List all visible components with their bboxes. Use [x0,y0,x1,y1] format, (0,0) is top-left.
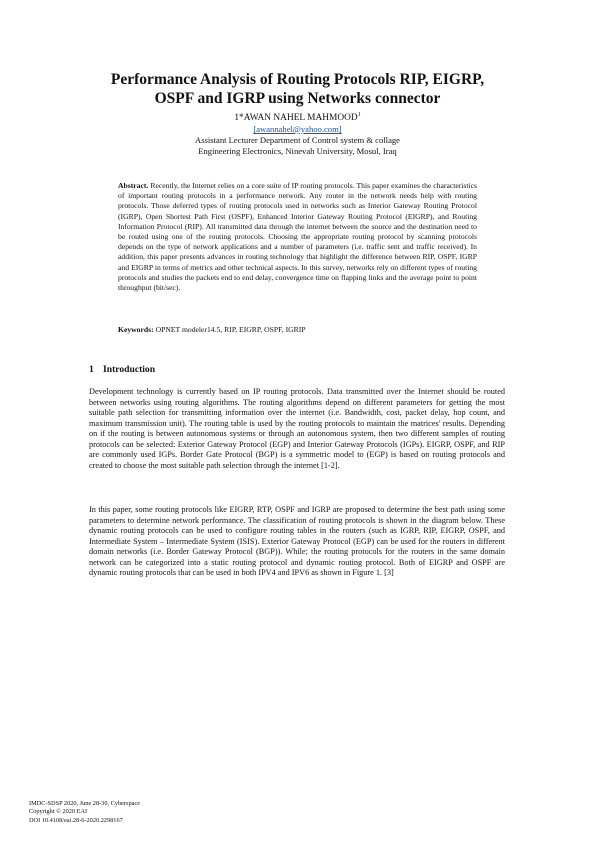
keywords-label: Keywords: [118,325,154,334]
author-block [60,110,535,156]
keywords-text: OPNET modeler14.5, RIP, EIGRP, OSPF, IGRIP [153,325,306,334]
footer-doi: DOI 10.4108/eai.28-6-2020.2298167 [29,816,123,824]
author-name: 1*AWAN NAHEL MAHMOOD$^1$ [234,112,361,124]
paper-title-line2: OSPF and IGRP using Networks connector [154,90,441,107]
intro-paragraph-1: Development technology is currently based on IP routing protocols. Data transmitted over the Internet should be routed between networks using routing algorithms. The routing algorithms depend on different parameters for getting the most suitable path selection for transmitting information over the internet (i.e. Bandwidth, cost, packet delay, hop count, and maximum transmission unit). The routing table is used by the routing protocols to maintain the matrices' results. Depending on if the routing is between autonomous systems or through an autonomous system, then two different samples of routing protocols can be selected: Exterior Gateway Protocol (EGP) and Interior Gateway Protocols (IGPs). EIGRP, OSPF, and RIP are commonly used IGPs. Border Gate Protocol (BGP) is a symmetric model to (EGP) is based on routing protocols and created to choose the most suitable path selection through the internet [1-2]. [89,387,505,470]
section-heading-introduction [89,364,155,375]
paper-title-line1: Performance Analysis of Routing Protocols RIP, EIGRP, [110,71,485,88]
affiliation-line2: Engineering Electronics, Ninevah University, Mosul, Iraq [198,145,397,156]
footer-conference: IMDC-SDSP 2020, June 28-30, Cyberspace [29,800,141,807]
keywords [118,325,477,335]
section-number: 1 [89,364,94,375]
abstract-text: Recently, the Internet relies on a core suite of IP routing protocols. This paper examines the characteristics of important routing protocols in a performance network. Any router in the network needs help with routing protocols. Those deferred types of routing protocols used in networks such as Interior Gateway Routing Protocol (IGRP), Open Shortest Path First (OSPF), Enhanced Interior Gateway Routing Protocol (EIGRP), and Routing Information Protocol (RIP). All transmitted data through the internet between the source and the destination need to be routed using one of the routing protocols. Choosing the appropriate routing protocol by scanning protocols depends on the type of network applications and a number of parameters (i.e. traffic sent and traffic received). In addition, this paper presents advances in routing technology that highlight the difference between RIP, OSPF, IGRP and EIGRP in terms of metrics and other technical aspects. In this survey, networks rely on different types of routing protocols and studies the packets end to end delay, convergence time on flapping links and the average point to point throughput (bit/sec). [118,181,477,293]
author-superscript: 1 [357,112,361,118]
section-title: Introduction [103,364,156,375]
affiliation-line1: Assistant Lecturer Department of Control system & collage [194,134,400,145]
abstract-label: Abstract. [118,181,149,190]
paper-title [60,70,535,108]
footer-copyright: Copyright © 2020 EAI [29,808,88,816]
page-footer [29,800,140,825]
abstract [118,181,477,293]
author-email-link[interactable]: [awannahel@yahoo.com] [253,123,342,134]
intro-paragraph-2: In this paper, some routing protocols like EIGRP, RTP, OSPF and IGRP are proposed to determine the best path using some parameters to determine network performance. The classification of routing protocols is shown in the diagram below. These dynamic routing protocols can be used to configure routing tables in the routers (such as IGRP, RIP, EIGRP, OSPF, and Intermediate System – Intermediate System (ISIS). Exterior Gateway Protocol (EGP) can be used for the routers in different domain networks (i.e. Border Gateway Protocol (BGP)). While; the routing protocols for the routers in the same domain network can be categorized into a static routing protocol and dynamic routing protocol. Both of EIGRP and OSPF are dynamic routing protocols that can be used in both IPV4 and IPV6 as shown in Figure 1. [3] [89,505,505,578]
